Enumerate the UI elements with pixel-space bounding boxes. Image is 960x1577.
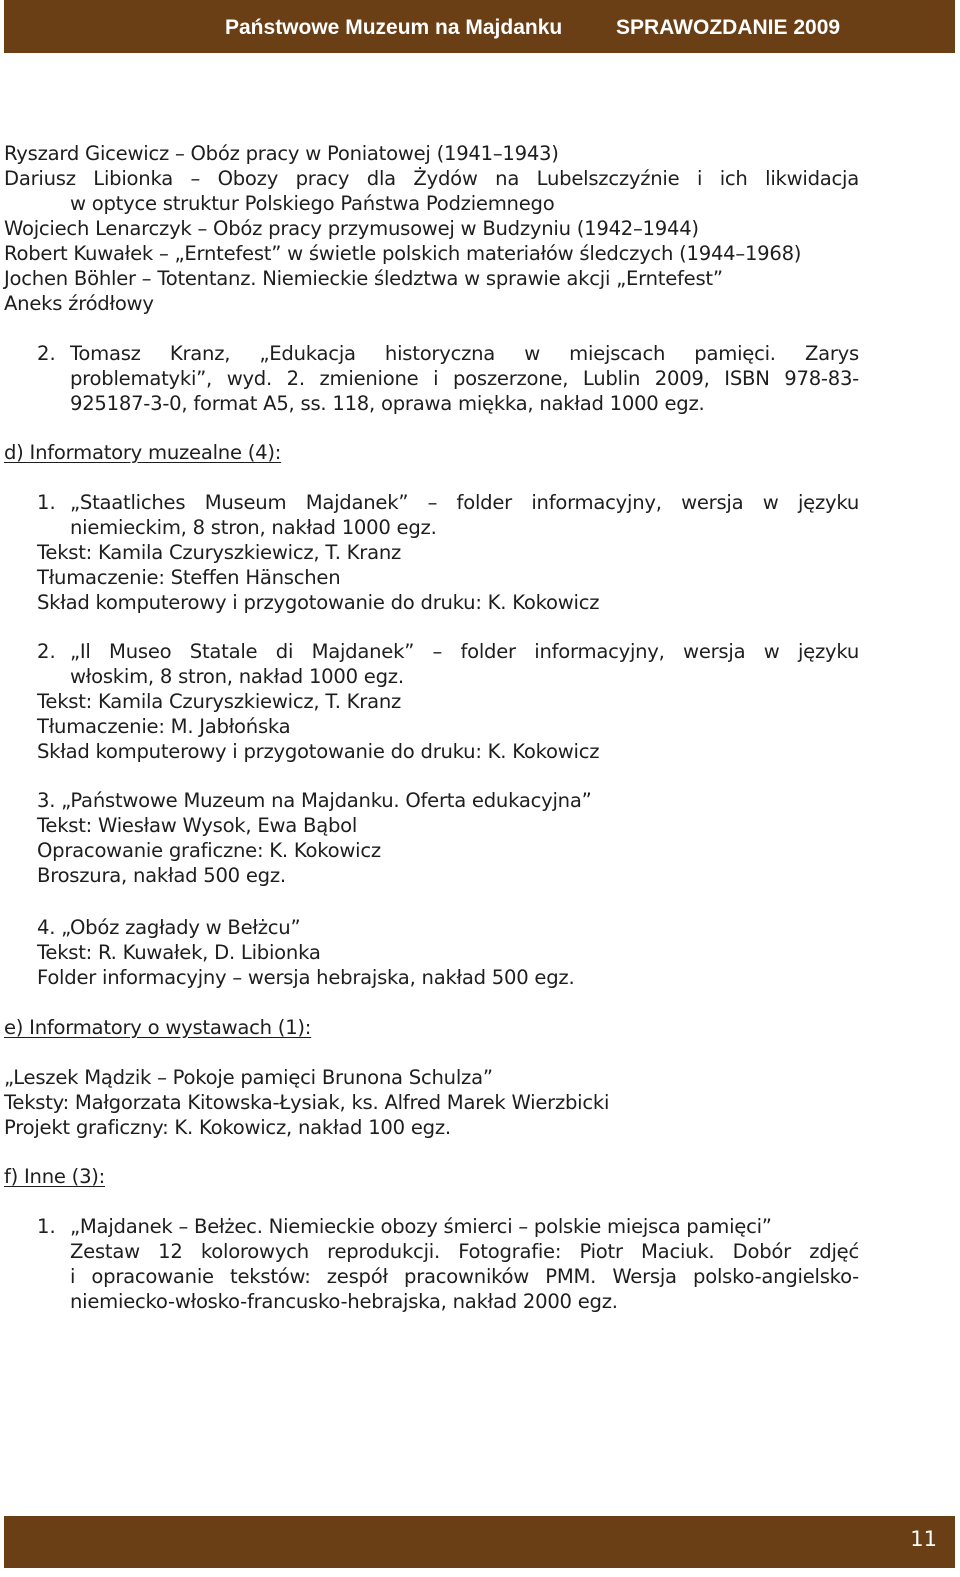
text-line: Aneks źródłowy bbox=[4, 292, 154, 315]
section-heading-d: d) Informatory muzealne (4): bbox=[4, 441, 282, 464]
text-line: Projekt graficzny: K. Kokowicz, nakład 100 egz. bbox=[4, 1116, 451, 1139]
text-line: Jochen Böhler – Totentanz. Niemieckie śledztwa w sprawie akcji „Erntefest” bbox=[4, 267, 723, 290]
text-line: włoskim, 8 stron, nakład 1000 egz. bbox=[70, 665, 404, 688]
list-number: 2. bbox=[37, 640, 56, 663]
text-line: Tekst: Wiesław Wysok, Ewa Bąbol bbox=[37, 814, 358, 837]
page-number: 11 bbox=[910, 1527, 937, 1551]
list-number: 1. bbox=[37, 1215, 56, 1238]
header-band bbox=[4, 0, 955, 53]
text-line: 925187-3-0, format A5, ss. 118, oprawa miękka, nakład 1000 egz. bbox=[70, 392, 705, 415]
text-line: Teksty: Małgorzata Kitowska-Łysiak, ks. Alfred Marek Wierzbicki bbox=[4, 1091, 610, 1114]
header-museum-name: Państwowe Muzeum na Majdanku bbox=[225, 16, 563, 39]
text-line: 3. „Państwowe Muzeum na Majdanku. Oferta edukacyjna” bbox=[37, 789, 592, 812]
text-line: Skład komputerowy i przygotowanie do druku: K. Kokowicz bbox=[37, 591, 600, 614]
text-line: Tekst: Kamila Czuryszkiewicz, T. Kranz bbox=[37, 690, 402, 713]
text-line: i opracowanie tekstów: zespół pracowników PMM. Wersja polsko-angielsko- bbox=[70, 1265, 859, 1288]
text-line: Dariusz Libionka – Obozy pracy dla Żydów na Lubelszczyźnie i ich likwidacja bbox=[4, 167, 859, 190]
text-line: Robert Kuwałek – „Erntefest” w świetle polskich materiałów śledczych (1944–1968) bbox=[4, 242, 802, 265]
footer-band bbox=[4, 1516, 955, 1568]
text-line: 4. „Obóz zagłady w Bełżcu” bbox=[37, 916, 301, 939]
text-line: „Majdanek – Bełżec. Niemieckie obozy śmierci – polskie miejsca pamięci” bbox=[70, 1215, 772, 1238]
text-line: Tekst: Kamila Czuryszkiewicz, T. Kranz bbox=[37, 541, 402, 564]
text-line: Tomasz Kranz, „Edukacja historyczna w miejscach pamięci. Zarys bbox=[70, 342, 859, 365]
text-line: Tekst: R. Kuwałek, D. Libionka bbox=[37, 941, 321, 964]
text-line: Tłumaczenie: Steffen Hänschen bbox=[37, 566, 341, 589]
text-line: „Leszek Mądzik – Pokoje pamięci Brunona Schulza” bbox=[4, 1066, 493, 1089]
text-line: problematyki”, wyd. 2. zmienione i poszerzone, Lublin 2009, ISBN 978-83- bbox=[70, 367, 859, 390]
text-line: Opracowanie graficzne: K. Kokowicz bbox=[37, 839, 381, 862]
header-report-title: SPRAWOZDANIE 2009 bbox=[616, 16, 841, 39]
text-line: Zestaw 12 kolorowych reprodukcji. Fotografie: Piotr Maciuk. Dobór zdjęć bbox=[70, 1240, 859, 1263]
list-number: 1. bbox=[37, 491, 56, 514]
list-number: 2. bbox=[37, 342, 56, 365]
text-line: Folder informacyjny – wersja hebrajska, nakład 500 egz. bbox=[37, 966, 575, 989]
text-line: w optyce struktur Polskiego Państwa Podziemnego bbox=[70, 192, 555, 215]
text-line: Wojciech Lenarczyk – Obóz pracy przymusowej w Budzyniu (1942–1944) bbox=[4, 217, 699, 240]
text-line: niemiecko-włosko-francusko-hebrajska, nakład 2000 egz. bbox=[70, 1290, 618, 1313]
section-heading-f: f) Inne (3): bbox=[4, 1165, 106, 1188]
text-line: „Staatliches Museum Majdanek” – folder informacyjny, wersja w języku bbox=[70, 491, 859, 514]
text-line: „Il Museo Statale di Majdanek” – folder informacyjny, wersja w języku bbox=[70, 640, 859, 663]
text-line: Skład komputerowy i przygotowanie do druku: K. Kokowicz bbox=[37, 740, 600, 763]
text-line: Ryszard Gicewicz – Obóz pracy w Poniatowej (1941–1943) bbox=[4, 142, 559, 165]
text-line: Broszura, nakład 500 egz. bbox=[37, 864, 286, 887]
section-heading-e: e) Informatory o wystawach (1): bbox=[4, 1016, 312, 1039]
text-line: niemieckim, 8 stron, nakład 1000 egz. bbox=[70, 516, 437, 539]
text-line: Tłumaczenie: M. Jabłońska bbox=[37, 715, 291, 738]
